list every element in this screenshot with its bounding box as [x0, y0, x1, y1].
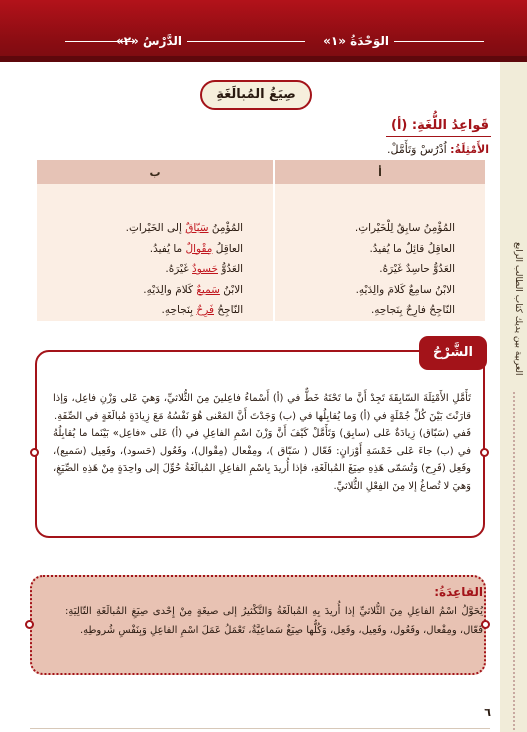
- example-b-highlight: مِقْوالٌ: [185, 242, 213, 255]
- example-b-text: غَيْرَهُ.: [165, 263, 193, 275]
- box-dot: [480, 448, 489, 457]
- example-b-highlight: سَميعٌ: [196, 283, 220, 296]
- example-b-row: [45, 259, 243, 280]
- rule-text: يُحَوَّلُ اسْمُ الفاعِلِ مِنَ الثُّلاثيِّ إذا أُريدَ بِهِ المُبالَغَةُ وَالتَّكْثيرُ إلى صيغَةٍ مِنْ إِحْدى صِيَغِ المُبالَغَةِ التّالِيَةِ: فَعّال، ومِفْعال، وفَعُول، وفَعِيل، وفَعِل، وَكُلُّها صِيَغٌ سَماعِيَّةٌ، تَعْمَلُ عَمَلَ اسْمِ الفاعِلِ وَبِنَفْسِ شُروطِهِ.: [65, 606, 483, 636]
- example-b-text: بِنَجاحِهِ.: [161, 304, 197, 316]
- rule-title: القاعِدَةُ:: [434, 585, 483, 599]
- section-heading: قَواعِدُ اللُّغَةِ: (أ): [391, 118, 489, 133]
- example-b-text: كَلامَ والِدَيْهِ.: [143, 283, 197, 296]
- page-number: ٦: [484, 706, 491, 719]
- col-a-cell: [274, 184, 485, 321]
- examples-table: [37, 160, 485, 321]
- example-a-row: الابْنُ سامِعٌ كَلامَ والِدَيْهِ.: [355, 283, 455, 296]
- box-dot: [30, 448, 39, 457]
- col-a-header: أ: [274, 160, 485, 184]
- examples-label-title: الأَمْثِلَةُ:: [450, 143, 489, 156]
- example-a-row: العَدُوُّ حاسِدٌ غَيْرَهُ.: [379, 263, 455, 275]
- examples-label: [387, 143, 489, 156]
- side-dotted-line: [513, 392, 515, 732]
- example-b-text: النّاجِحُ: [214, 304, 244, 316]
- heading-underline: [386, 136, 491, 137]
- example-b-text: العاقِلُ: [212, 242, 244, 255]
- examples-instruction: اُدْرُسْ وَتَأَمَّلْ.: [387, 143, 447, 156]
- header-band: [0, 0, 527, 62]
- side-strip-text: العربية بين يديك كتاب الطالب الرابع: [513, 242, 523, 376]
- example-b-text: ما يُفيدُ.: [149, 242, 186, 255]
- col-b-header: ب: [37, 160, 274, 184]
- example-a-row: المُؤْمِنُ سابِقٌ لِلْخَيْراتِ.: [354, 222, 455, 234]
- unit-label: الوَحْدَةُ «١»: [323, 34, 389, 48]
- example-b-row: [45, 239, 243, 260]
- example-b-highlight: فَرِحٌ: [196, 304, 215, 316]
- example-b-highlight: سَبّاقٌ: [185, 222, 209, 234]
- explanation-paragraph: فَفي (سَبّاق) زِيادَةٌ عَلى (سابِق) وَتَأَمَّلْ كَيْفَ أَنَّ وَزْنَ اسْمِ الفاعِلِ في (أ) عَلى «فاعِل» بَيْنَما ما يُقابِلُهُ في (ب) جاءَ عَلى خَمْسَةِ أَوْزانٍ: فَعّال ( سَبّاق )، ومِفْعال (مِقْوال)، وفَعُول (حَسود)، وفَعِيل (سَميع)، وفَعِل (فَرِح) وَتُسَمّى هَذِهِ صِيَغَ المُبالَغَةِ، فإذا أُريدَ بِاسْمِ الفاعِلِ المُبالَغَةُ حُوِّلَ إلى واحِدَةٍ مِنْ هَذِهِ الصِّيَغِ، وَهيَ لا تُصاغُ إلا مِنَ الفِعْلِ الثُّلاثيِّ.: [53, 428, 471, 492]
- example-b-text: إلى الخَيْراتِ.: [125, 222, 186, 234]
- example-b-highlight: حَسودٌ: [192, 263, 218, 275]
- example-b-text: المُؤْمِنُ: [208, 222, 244, 234]
- header-rule: [187, 41, 305, 42]
- example-a-row: النّاجِحُ فارِحٌ بِنَجاحِهِ.: [370, 304, 455, 316]
- explanation-text: [53, 390, 471, 495]
- example-b-row: [45, 300, 243, 321]
- lesson-title: صِيَغُ المُبالَغَةِ: [200, 80, 312, 110]
- side-strip: [500, 62, 527, 732]
- explanation-paragraph: تَأَمَّلِ الأَمْثِلَةَ السّابِقَةَ تَجِدْ أَنَّ ما تَحْتَهُ خَطٌّ في (أ) أَسْماءُ فاعِلينَ مِنَ الثُّلاثيِّ، وَهيَ عَلى وَزْنِ فاعِل، وَإذا قارَنْتَ بَيْنَ كُلِّ جُمْلَةٍ في (أ) وَما يُقابِلُها في (ب) وَجَدْتَ أَنَّ المَعْنى هُوَ نَفْسُهُ مَعَ زِيادَةٍ مُبالَغَةٍ في الصِّفَةِ.: [53, 393, 471, 422]
- header-rule: [394, 41, 484, 42]
- bottom-rule: [30, 728, 490, 729]
- example-b-row: [45, 218, 243, 239]
- explanation-tab: الشَّرْحُ: [419, 336, 487, 370]
- example-b-row: [45, 280, 243, 301]
- example-b-text: الابْنُ: [219, 283, 244, 296]
- lesson-label: الدَّرْسُ «٢»: [115, 34, 182, 48]
- col-b-cell: [37, 184, 274, 321]
- box-dot: [25, 620, 34, 629]
- example-b-text: العَدُوُّ: [218, 263, 244, 275]
- example-a-row: العاقِلُ قائِلٌ ما يُفيدُ.: [369, 242, 455, 255]
